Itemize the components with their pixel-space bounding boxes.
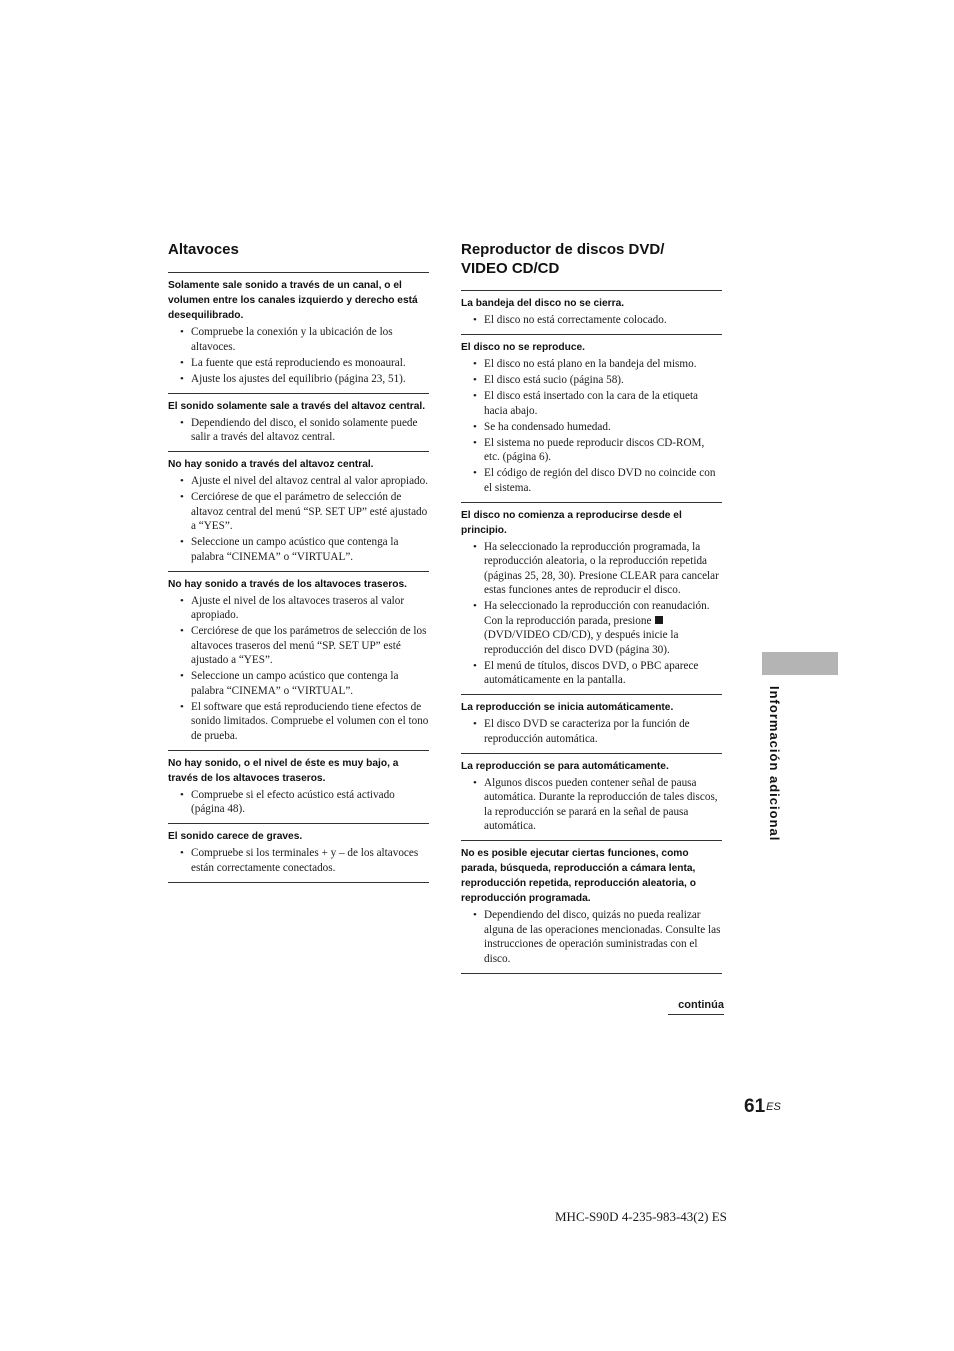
section-title-reproductor xyxy=(461,240,722,278)
problem-heading: No hay sonido a través del altavoz central. xyxy=(168,459,374,470)
solution-text: Ha seleccionado la reproducción con reanudación. Con la reproducción parada, presione xyxy=(484,600,710,627)
model-code: MHC-S90D 4-235-983-43(2) ES xyxy=(555,1209,727,1224)
problem-heading: No hay sonido a través de los altavoces traseros. xyxy=(168,578,407,590)
troubleshoot-block xyxy=(168,451,429,571)
problem-heading: El sonido carece de graves. xyxy=(168,831,303,842)
solution-item: • El menú de títulos, discos DVD, o PBC aparece automáticamente en la pantalla. xyxy=(461,659,722,688)
solution-item: • El disco no está plano en la bandeja del mismo. xyxy=(461,357,722,372)
solution-item: • El disco no está correctamente colocado. xyxy=(461,313,722,328)
solution-list xyxy=(461,717,722,746)
solution-item: • Compruebe si el efecto acústico está activado (página 48). xyxy=(168,788,429,817)
solution-list xyxy=(168,846,429,875)
solution-item: • Ha seleccionado la reproducción programada, la reproducción aleatoria, o la reproducción repetida (páginas 25, 28, 30). Presione CLEAR para cancelar estas funciones antes de reproducir el disco. xyxy=(461,540,722,598)
problem-heading: No es posible ejecutar ciertas funciones, como parada, búsqueda, reproducción a cámara lenta, reproducción repetida, reproducción aleatoria, o reproducción programada. xyxy=(461,848,696,904)
solution-item: • Ajuste el nivel de los altavoces traseros al valor apropiado. xyxy=(168,594,429,623)
solution-item: • Cerciórese de que los parámetros de selección de los altavoces traseros del menú “SP. SET UP” esté ajustado a “YES”. xyxy=(168,624,429,668)
solution-item: • El software que está reproduciendo tiene efectos de sonido limitados. Compruebe el volumen con el tono de prueba. xyxy=(168,700,429,744)
solution-item: • El código de región del disco DVD no coincide con el sistema. xyxy=(461,466,722,495)
solution-item: • Algunos discos pueden contener señal de pausa automática. Durante la reproducción de tales discos, la reproducción se parará en la señal de pausa automática. xyxy=(461,776,722,834)
solution-item: • El disco está sucio (página 58). xyxy=(461,373,722,388)
solution-list xyxy=(168,325,429,386)
solution-item: • Dependiendo del disco, quizás no pueda realizar alguna de las operaciones mencionadas. Consulte las instrucciones de operación suministradas con el disco. xyxy=(461,908,722,966)
right-column xyxy=(461,240,722,974)
section-title-line: VIDEO CD/CD xyxy=(461,260,560,277)
section-side-label: Información adicional xyxy=(767,686,782,842)
solution-item: • Compruebe si los terminales + y – de los altavoces están correctamente conectados. xyxy=(168,846,429,875)
left-column xyxy=(168,240,429,883)
troubleshoot-block xyxy=(461,334,722,502)
solution-item: • El sistema no puede reproducir discos CD-ROM, etc. (página 6). xyxy=(461,436,722,465)
problem-heading: La reproducción se para automáticamente. xyxy=(461,760,669,772)
problem-heading: La reproducción se inicia automáticamente. xyxy=(461,702,674,713)
solution-item: • Seleccione un campo acústico que contenga la palabra “CINEMA” o “VIRTUAL”. xyxy=(168,669,429,698)
troubleshoot-block xyxy=(461,502,722,695)
solution-item-resume xyxy=(461,599,722,657)
solution-list xyxy=(168,788,429,817)
solution-item: • Ajuste el nivel del altavoz central al valor apropiado. xyxy=(168,474,429,489)
solution-list xyxy=(461,540,722,688)
solution-item: • Dependiendo del disco, el sonido solamente puede salir a través del altavoz central. xyxy=(168,416,429,445)
solution-list xyxy=(168,416,429,445)
solution-list xyxy=(168,474,429,564)
problem-heading: La bandeja del disco no se cierra. xyxy=(461,298,625,309)
page-number-value: 61 xyxy=(744,1096,766,1117)
problem-heading: Solamente sale sonido a través de un canal, o el volumen entre los canales izquierdo y derecho está desequilibrado. xyxy=(168,280,418,321)
solution-text: (DVD/VIDEO CD/CD), y después inicie la reproducción del disco DVD (página 30). xyxy=(484,629,679,656)
solution-list xyxy=(461,357,722,495)
solution-item: • Seleccione un campo acústico que contenga la palabra “CINEMA” o “VIRTUAL”. xyxy=(168,535,429,564)
solution-item: • El disco DVD se caracteriza por la función de reproducción automática. xyxy=(461,717,722,746)
section-tab-marker xyxy=(762,652,838,675)
troubleshoot-block xyxy=(461,694,722,753)
solution-item: • Cerciórese de que el parámetro de selección de altavoz central del menú “SP. SET UP” esté ajustado a “YES”. xyxy=(168,490,429,534)
solution-list xyxy=(168,594,429,744)
troubleshoot-block xyxy=(461,753,722,841)
solution-list xyxy=(461,908,722,966)
solution-list xyxy=(461,313,722,328)
problem-heading: El disco no comienza a reproducirse desde el principio. xyxy=(461,509,682,536)
troubleshoot-block xyxy=(168,571,429,750)
solution-list xyxy=(461,776,722,834)
solution-item: • Ajuste los ajustes del equilibrio (página 23, 51). xyxy=(168,372,429,387)
continued-label: continúa xyxy=(668,998,724,1015)
problem-heading: El sonido solamente sale a través del altavoz central. xyxy=(168,400,426,412)
section-title-line: Reproductor de discos DVD/ xyxy=(461,241,665,258)
section-title-altavoces: Altavoces xyxy=(168,241,239,258)
solution-item: • Se ha condensado humedad. xyxy=(461,420,722,435)
troubleshoot-block xyxy=(168,272,429,393)
troubleshoot-block xyxy=(168,750,429,824)
solution-item: • Compruebe la conexión y la ubicación de los altavoces. xyxy=(168,325,429,354)
solution-item: • El disco está insertado con la cara de la etiqueta hacia abajo. xyxy=(461,389,722,418)
page-number xyxy=(744,1095,781,1119)
problem-heading: El disco no se reproduce. xyxy=(461,342,585,353)
troubleshoot-block xyxy=(168,823,429,883)
stop-icon xyxy=(655,616,663,624)
troubleshoot-block xyxy=(461,840,722,974)
solution-item: • La fuente que está reproduciendo es monoaural. xyxy=(168,356,429,371)
page-language-suffix: ES xyxy=(766,1101,781,1113)
problem-heading: No hay sonido, o el nivel de éste es muy bajo, a través de los altavoces traseros. xyxy=(168,757,399,784)
troubleshoot-block xyxy=(168,393,429,452)
troubleshoot-block xyxy=(461,290,722,334)
